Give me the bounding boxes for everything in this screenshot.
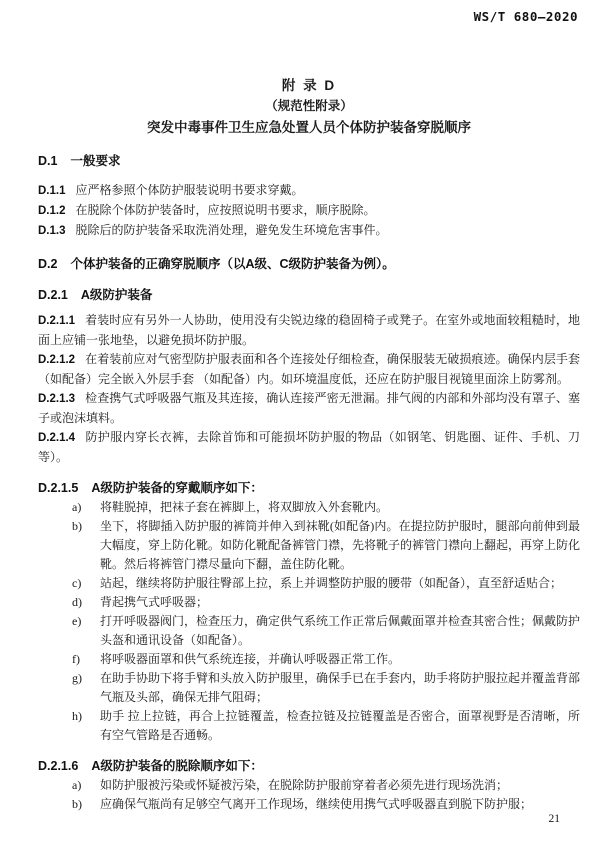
d21-clauses <box>38 311 580 467</box>
list-item-letter: d) <box>72 595 82 609</box>
list-item-text: 打开呼吸器阀门，检查压力，确定供气系统工作正常后佩戴面罩并检查其密合性；佩戴防护头盔和通讯设备（如配备）。 <box>100 614 581 647</box>
clause-d111-number: D.1.1 <box>38 185 66 197</box>
list-item-letter: c) <box>72 576 82 590</box>
list-item-letter: b) <box>72 519 82 533</box>
list-item-text: 将呼吸器面罩和供气系统连接，并确认呼吸器正常工作。 <box>100 652 401 666</box>
list-item <box>38 612 580 650</box>
list-item-letter: a) <box>72 778 82 792</box>
page-content <box>38 0 580 814</box>
list-item-letter: b) <box>72 797 82 811</box>
list-item <box>38 669 580 707</box>
clause-d113 <box>38 221 580 241</box>
appendix-title: 突发中毒事件卫生应急处置人员个体防护装备穿脱顺序 <box>147 120 471 135</box>
list-item-letter: a) <box>72 500 82 514</box>
heading-d2-text: 个体护装备的正确穿脱顺序（以A级、C级防护装备为例）。 <box>70 257 395 271</box>
appendix-title-block <box>38 75 580 138</box>
heading-d1-text: 一般要求 <box>70 154 121 168</box>
heading-d215 <box>38 479 580 498</box>
clause-d2311-text: 着装时应有另外一人协助，使用没有尖锐边缘的稳固椅子或凳子。在室外或地面较粗糙时，地面上应铺一张地垫，以避免损坏防护服。 <box>38 313 580 347</box>
heading-d215-text: A级防护装备的穿戴顺序如下： <box>91 481 263 495</box>
list-item-letter: h) <box>72 709 82 723</box>
clause-d112-text: 在脱除个体防护装备时，应按照说明书要求，顺序脱除。 <box>75 203 376 217</box>
clause-d112-number: D.1.2 <box>38 205 66 217</box>
heading-d1-number: D.1 <box>38 154 58 168</box>
list-item <box>38 776 580 795</box>
appendix-label: 附 录 D <box>281 78 337 93</box>
list-item-text: 在助手协助下将手臂和头放入防护服里，确保手已在手套内，助手将防护服拉起并覆盖背部气瓶及头部，确保无排气阻碍； <box>100 671 581 704</box>
list-item-text: 应确保气瓶尚有足够空气离开工作现场，继续使用携气式呼吸器直到脱下防护服； <box>100 797 533 811</box>
list-item-letter: f) <box>72 652 80 666</box>
appendix-normative-note: （规范性附录） <box>265 99 353 113</box>
heading-d21-number: D.2.1 <box>38 288 68 302</box>
clause-d2311 <box>38 311 580 350</box>
list-item-text: 坐下，将脚插入防护服的裤筒并伸入到袜靴(如配备)内。在提拉防护服时，腿部向前伸到最大幅度，穿上防化靴。如防化靴配备裤管门襟，先将靴子的裤管门襟向上翻起，再穿上防化靴。然后将裤管门襟尽量向下翻，盖住防化靴。 <box>100 519 581 571</box>
heading-d216 <box>38 757 580 776</box>
clause-d2311-number: D.2.1.1 <box>38 315 76 327</box>
list-item <box>38 593 580 612</box>
clause-d2314-number: D.2.1.4 <box>38 432 76 444</box>
clause-d111-text: 应严格参照个体防护服装说明书要求穿戴。 <box>75 183 304 197</box>
clause-d2312-number: D.2.1.2 <box>38 354 76 366</box>
clause-d2313-text: 检查携气式呼吸器气瓶及其连接，确认连接严密无泄漏。排气阀的内部和外部均没有罩子、塞子或泡沫填料。 <box>38 391 580 425</box>
d1-clauses <box>38 181 580 241</box>
list-item <box>38 517 580 574</box>
heading-d1 <box>38 152 580 171</box>
donning-list <box>38 498 580 745</box>
clause-d2313-number: D.2.1.3 <box>38 393 76 405</box>
heading-d216-text: A级防护装备的脱除顺序如下： <box>91 759 263 773</box>
clause-d2312-text: 在着装前应对气密型防护服表面和各个连接处仔细检查，确保服装无破损痕迹。确保内层手套（如配备）完全嵌入外层手套 （如配备）内。如环境温度低，还应在防护服目视镜里面涂上防雾剂。 <box>38 352 580 386</box>
list-item-letter: e) <box>72 614 82 628</box>
heading-d215-number: D.2.1.5 <box>38 481 79 495</box>
heading-d21 <box>38 286 580 305</box>
clause-d111 <box>38 181 580 201</box>
clause-d2314-text: 防护服内穿长衣裤，去除首饰和可能损坏防护服的物品（如钢笔、钥匙圈、证件、手机、刀等）。 <box>38 430 580 464</box>
list-item-letter: g) <box>72 671 82 685</box>
list-item <box>38 707 580 745</box>
doffing-list <box>38 776 580 814</box>
heading-d216-number: D.2.1.6 <box>38 759 79 773</box>
list-item-text: 如防护服被污染或怀疑被污染，在脱除防护服前穿着者必须先进行现场洗消； <box>100 778 509 792</box>
list-item <box>38 574 580 593</box>
list-item-text: 背起携气式呼吸器； <box>100 595 209 609</box>
clause-d113-number: D.1.3 <box>38 225 66 237</box>
clause-d2314 <box>38 428 580 467</box>
list-item <box>38 498 580 517</box>
clause-d112 <box>38 201 580 221</box>
list-item <box>38 650 580 669</box>
standard-number: WS/T 680—2020 <box>473 9 578 24</box>
list-item-text: 助手 拉上拉链，再合上拉链覆盖，检查拉链及拉链覆盖是否密合，面罩视野是否清晰，所有空气管路是否通畅。 <box>100 709 580 742</box>
heading-d21-text: A级防护装备 <box>80 288 153 302</box>
page-number: 21 <box>548 813 560 825</box>
clause-d2312 <box>38 350 580 389</box>
heading-d2 <box>38 255 580 274</box>
clause-d113-text: 脱除后的防护装备采取洗消处理，避免发生环境危害事件。 <box>75 223 388 237</box>
list-item-text: 站起，继续将防护服往臀部上拉，系上并调整防护服的腰带（如配备），直至舒适贴合； <box>100 576 563 590</box>
list-item-text: 将鞋脱掉，把袜子套在裤脚上，将双脚放入外套靴内。 <box>100 500 389 514</box>
list-item <box>38 795 580 814</box>
clause-d2313 <box>38 389 580 428</box>
heading-d2-number: D.2 <box>38 257 58 271</box>
